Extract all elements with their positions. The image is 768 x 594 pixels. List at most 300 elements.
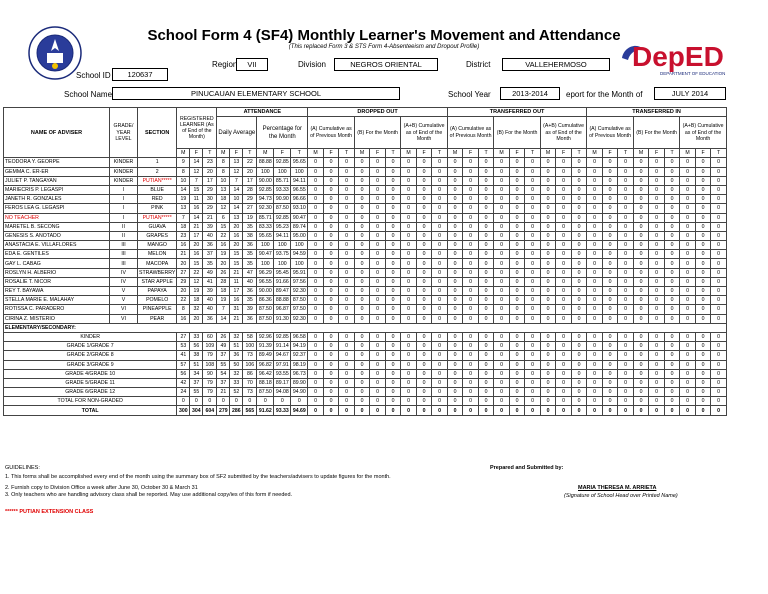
movement-cell: 0 — [385, 296, 401, 305]
movement-cell: 0 — [587, 195, 603, 204]
grade-level: II — [110, 222, 138, 231]
movement-cell: 0 — [618, 250, 634, 259]
data-cell: 8 — [177, 167, 190, 176]
movement-cell: 0 — [587, 287, 603, 296]
data-cell: 17 — [230, 287, 243, 296]
movement-cell: 0 — [587, 378, 603, 387]
summary-cell: 33 — [190, 332, 203, 341]
movement-cell: 0 — [370, 406, 386, 415]
movement-cell: 0 — [323, 397, 339, 406]
movement-cell: 0 — [664, 406, 680, 415]
data-cell: 100 — [291, 241, 308, 250]
movement-cell: 0 — [432, 378, 448, 387]
movement-cell: 0 — [695, 296, 711, 305]
col-t-header: T — [339, 149, 355, 158]
data-cell: 95.91 — [291, 268, 308, 277]
movement-cell: 0 — [308, 342, 324, 351]
data-cell: 16 — [230, 231, 243, 240]
movement-cell: 0 — [711, 268, 727, 277]
movement-cell: 0 — [664, 167, 680, 176]
section-name: BLUE — [138, 185, 177, 194]
movement-cell: 0 — [509, 204, 525, 213]
movement-cell: 0 — [509, 388, 525, 397]
movement-cell: 0 — [587, 268, 603, 277]
movement-cell: 0 — [447, 378, 463, 387]
movement-cell: 0 — [308, 250, 324, 259]
movement-cell: 0 — [432, 332, 448, 341]
movement-cell: 0 — [556, 305, 572, 314]
movement-cell: 0 — [354, 305, 370, 314]
movement-cell: 0 — [556, 332, 572, 341]
movement-cell: 0 — [401, 305, 417, 314]
movement-cell: 0 — [525, 369, 541, 378]
movement-cell: 0 — [571, 277, 587, 286]
movement-cell: 0 — [602, 314, 618, 323]
movement-cell: 0 — [711, 241, 727, 250]
movement-cell: 0 — [370, 332, 386, 341]
movement-cell: 0 — [385, 369, 401, 378]
movement-cell: 0 — [649, 268, 665, 277]
data-cell: 100 — [291, 259, 308, 268]
movement-cell: 0 — [633, 241, 649, 250]
section-name: RED — [138, 195, 177, 204]
movement-cell: 0 — [540, 222, 556, 231]
movement-cell: 0 — [416, 176, 432, 185]
table-row — [4, 185, 727, 194]
summary-cell: 0 — [203, 397, 217, 406]
movement-cell: 0 — [556, 231, 572, 240]
movement-cell: 0 — [416, 277, 432, 286]
movement-cell: 0 — [618, 342, 634, 351]
data-cell: 23 — [203, 158, 217, 167]
col-grade-level: GRADE/ YEAR LEVEL — [110, 108, 138, 158]
movement-cell: 0 — [308, 378, 324, 387]
movement-cell: 0 — [385, 277, 401, 286]
movement-cell: 0 — [602, 342, 618, 351]
movement-cell: 0 — [339, 314, 355, 323]
movement-cell: 0 — [339, 250, 355, 259]
movement-cell: 0 — [354, 314, 370, 323]
col-m-header: M — [633, 149, 649, 158]
movement-cell: 0 — [618, 259, 634, 268]
movement-cell: 0 — [478, 287, 494, 296]
movement-cell: 0 — [618, 314, 634, 323]
data-cell: 85.71 — [257, 213, 274, 222]
movement-cell: 0 — [633, 378, 649, 387]
movement-cell: 0 — [602, 305, 618, 314]
movement-cell: 0 — [695, 195, 711, 204]
movement-cell: 0 — [525, 231, 541, 240]
movement-cell: 0 — [711, 259, 727, 268]
movement-cell: 0 — [680, 204, 696, 213]
data-cell: 12 — [230, 167, 243, 176]
summary-cell: 37 — [217, 378, 230, 387]
data-cell: 95.45 — [274, 268, 291, 277]
movement-cell: 0 — [401, 241, 417, 250]
data-cell: 8 — [217, 158, 230, 167]
col-t-header: T — [711, 149, 727, 158]
movement-cell: 0 — [695, 222, 711, 231]
data-cell: 16 — [217, 241, 230, 250]
movement-cell: 0 — [416, 287, 432, 296]
movement-cell: 0 — [509, 222, 525, 231]
movement-cell: 0 — [385, 204, 401, 213]
data-cell: 92.85 — [274, 158, 291, 167]
movement-cell: 0 — [711, 397, 727, 406]
movement-cell: 0 — [633, 332, 649, 341]
summary-cell: 0 — [230, 397, 243, 406]
movement-cell: 0 — [416, 204, 432, 213]
movement-cell: 0 — [556, 250, 572, 259]
data-cell: 86.36 — [257, 296, 274, 305]
movement-cell: 0 — [649, 351, 665, 360]
form-title: School Form 4 (SF4) Monthly Learner's Movement and Attendance — [147, 27, 621, 44]
movement-cell: 0 — [432, 360, 448, 369]
movement-cell: 0 — [308, 185, 324, 194]
summary-cell: 36 — [230, 351, 243, 360]
summary-cell: 79 — [203, 378, 217, 387]
movement-cell: 0 — [354, 277, 370, 286]
school-year-label: School Year — [448, 90, 491, 99]
report-month-field[interactable]: JULY 2014 — [654, 87, 726, 100]
movement-cell: 0 — [354, 296, 370, 305]
movement-cell: 0 — [509, 213, 525, 222]
movement-cell: 0 — [587, 222, 603, 231]
col-tout-b: (B) For the Month — [494, 117, 541, 149]
movement-cell: 0 — [432, 342, 448, 351]
movement-cell: 0 — [416, 406, 432, 415]
movement-cell: 0 — [571, 296, 587, 305]
movement-cell: 0 — [339, 241, 355, 250]
movement-cell: 0 — [525, 378, 541, 387]
adviser-name: ANASTACIA E. VILLAFLORES — [4, 241, 110, 250]
movement-cell: 0 — [540, 397, 556, 406]
movement-cell: 0 — [370, 250, 386, 259]
movement-cell: 0 — [463, 351, 479, 360]
movement-cell: 0 — [525, 176, 541, 185]
movement-cell: 0 — [416, 378, 432, 387]
movement-cell: 0 — [680, 268, 696, 277]
summary-cell: 41 — [177, 351, 190, 360]
summary-cell: 300 — [177, 406, 190, 415]
movement-cell: 0 — [432, 222, 448, 231]
movement-cell: 0 — [494, 397, 510, 406]
adviser-name: EDA E. GENTILES — [4, 250, 110, 259]
grade-level: III — [110, 259, 138, 268]
data-cell: 26 — [217, 268, 230, 277]
movement-cell: 0 — [571, 406, 587, 415]
movement-cell: 0 — [649, 176, 665, 185]
col-dropped-ab: (A+B) Cumulative as of End of the Month — [401, 117, 448, 149]
movement-cell: 0 — [618, 332, 634, 341]
movement-cell: 0 — [370, 296, 386, 305]
movement-cell: 0 — [463, 250, 479, 259]
data-cell: 39 — [243, 305, 257, 314]
movement-cell: 0 — [556, 378, 572, 387]
summary-row — [4, 378, 727, 387]
movement-cell: 0 — [680, 222, 696, 231]
movement-cell: 0 — [385, 332, 401, 341]
movement-cell: 0 — [664, 241, 680, 250]
movement-cell: 0 — [602, 369, 618, 378]
movement-cell: 0 — [556, 241, 572, 250]
summary-cell: 94.90 — [291, 388, 308, 397]
movement-cell: 0 — [478, 167, 494, 176]
movement-cell: 0 — [308, 167, 324, 176]
guideline-2: 2. Furnish copy to Division Office a week after June 30, October 30 & March 31 — [5, 485, 198, 491]
movement-cell: 0 — [649, 213, 665, 222]
signatory-name: MARIA THERESA M. ARRIETA — [578, 485, 657, 491]
col-daily-average: Daily Average — [217, 117, 257, 149]
movement-cell: 0 — [370, 277, 386, 286]
data-cell: 95.23 — [274, 222, 291, 231]
movement-cell: 0 — [525, 167, 541, 176]
movement-cell: 0 — [370, 342, 386, 351]
summary-cell: 86 — [243, 369, 257, 378]
movement-cell: 0 — [323, 360, 339, 369]
movement-cell: 0 — [602, 167, 618, 176]
movement-cell: 0 — [401, 360, 417, 369]
data-cell: 95.00 — [291, 231, 308, 240]
movement-cell: 0 — [571, 222, 587, 231]
movement-cell: 0 — [633, 351, 649, 360]
movement-cell: 0 — [385, 314, 401, 323]
movement-cell: 0 — [525, 388, 541, 397]
movement-cell: 0 — [494, 277, 510, 286]
data-cell: 21 — [230, 314, 243, 323]
movement-cell: 0 — [618, 296, 634, 305]
data-cell: 35 — [243, 259, 257, 268]
movement-cell: 0 — [525, 332, 541, 341]
movement-cell: 0 — [323, 185, 339, 194]
movement-cell: 0 — [664, 287, 680, 296]
movement-cell: 0 — [602, 250, 618, 259]
data-cell: 22 — [190, 268, 203, 277]
movement-cell: 0 — [571, 241, 587, 250]
movement-cell: 0 — [463, 406, 479, 415]
movement-cell: 0 — [478, 342, 494, 351]
data-cell: 12 — [190, 167, 203, 176]
movement-cell: 0 — [633, 213, 649, 222]
summary-cell: 93.55 — [274, 369, 291, 378]
movement-cell: 0 — [354, 342, 370, 351]
movement-cell: 0 — [633, 360, 649, 369]
movement-cell: 0 — [401, 176, 417, 185]
movement-cell: 0 — [385, 241, 401, 250]
movement-cell: 0 — [587, 388, 603, 397]
movement-cell: 0 — [323, 176, 339, 185]
movement-cell: 0 — [695, 185, 711, 194]
data-cell: 100 — [274, 167, 291, 176]
school-id-field[interactable]: 120637 — [112, 68, 168, 81]
col-m-header: M — [447, 149, 463, 158]
col-m-header: M — [177, 149, 190, 158]
movement-cell: 0 — [571, 314, 587, 323]
movement-cell: 0 — [478, 296, 494, 305]
school-year-field[interactable]: 2013-2014 — [500, 87, 560, 100]
movement-cell: 0 — [416, 296, 432, 305]
movement-cell: 0 — [354, 167, 370, 176]
movement-cell: 0 — [618, 277, 634, 286]
movement-cell: 0 — [401, 287, 417, 296]
data-cell: 100 — [257, 241, 274, 250]
movement-cell: 0 — [370, 388, 386, 397]
movement-cell: 0 — [432, 176, 448, 185]
movement-cell: 0 — [354, 158, 370, 167]
movement-cell: 0 — [447, 406, 463, 415]
data-cell: 10 — [217, 176, 230, 185]
grade-level: V — [110, 287, 138, 296]
movement-cell: 0 — [463, 378, 479, 387]
movement-cell: 0 — [556, 369, 572, 378]
data-cell: 85.71 — [274, 176, 291, 185]
movement-cell: 0 — [695, 204, 711, 213]
movement-cell: 0 — [664, 305, 680, 314]
movement-cell: 0 — [478, 378, 494, 387]
movement-cell: 0 — [649, 369, 665, 378]
district-field[interactable]: VALLEHERMOSO — [502, 58, 610, 71]
movement-cell: 0 — [447, 296, 463, 305]
movement-cell: 0 — [618, 378, 634, 387]
region-field[interactable]: VII — [236, 58, 268, 71]
region-label: Region — [212, 60, 238, 69]
movement-cell: 0 — [354, 241, 370, 250]
movement-cell: 0 — [695, 287, 711, 296]
col-m-header: M — [494, 149, 510, 158]
data-cell: 15 — [190, 185, 203, 194]
summary-label: TOTAL — [4, 406, 177, 415]
movement-cell: 0 — [695, 241, 711, 250]
movement-cell: 0 — [323, 305, 339, 314]
division-field[interactable]: NEGROS ORIENTAL — [334, 58, 438, 71]
movement-cell: 0 — [478, 351, 494, 360]
table-row — [4, 268, 727, 277]
movement-cell: 0 — [370, 241, 386, 250]
movement-cell: 0 — [416, 369, 432, 378]
movement-cell: 0 — [385, 305, 401, 314]
summary-cell: 0 — [190, 397, 203, 406]
movement-cell: 0 — [416, 259, 432, 268]
data-cell: 91.66 — [274, 277, 291, 286]
data-cell: 11 — [190, 195, 203, 204]
movement-cell: 0 — [416, 167, 432, 176]
movement-cell: 0 — [308, 231, 324, 240]
movement-cell: 0 — [680, 231, 696, 240]
movement-cell: 0 — [525, 305, 541, 314]
movement-cell: 0 — [664, 231, 680, 240]
movement-cell: 0 — [649, 277, 665, 286]
data-cell: 36 — [243, 241, 257, 250]
movement-cell: 0 — [664, 314, 680, 323]
summary-cell: 94.08 — [274, 388, 291, 397]
movement-cell: 0 — [308, 314, 324, 323]
report-month-label: eport for the Month of — [566, 90, 643, 99]
movement-cell: 0 — [571, 388, 587, 397]
data-cell: 83.33 — [257, 222, 274, 231]
movement-cell: 0 — [447, 259, 463, 268]
adviser-name: CIRINA Z. MISTERIO — [4, 314, 110, 323]
data-cell: 96.87 — [274, 305, 291, 314]
movement-cell: 0 — [447, 268, 463, 277]
movement-cell: 0 — [556, 158, 572, 167]
data-cell: 19 — [243, 213, 257, 222]
section-name: MANGO — [138, 241, 177, 250]
movement-cell: 0 — [680, 406, 696, 415]
movement-cell: 0 — [664, 296, 680, 305]
movement-cell: 0 — [571, 195, 587, 204]
summary-cell: 73 — [243, 351, 257, 360]
section-name: 2 — [138, 167, 177, 176]
movement-cell: 0 — [323, 351, 339, 360]
data-cell: 88.88 — [257, 158, 274, 167]
col-m-header: M — [217, 149, 230, 158]
movement-cell: 0 — [711, 250, 727, 259]
movement-cell: 0 — [308, 204, 324, 213]
movement-cell: 0 — [509, 195, 525, 204]
data-cell: 13 — [230, 213, 243, 222]
movement-cell: 0 — [401, 222, 417, 231]
movement-cell: 0 — [711, 369, 727, 378]
col-f-header: F — [695, 149, 711, 158]
movement-cell: 0 — [649, 222, 665, 231]
movement-cell: 0 — [447, 305, 463, 314]
movement-cell: 0 — [478, 268, 494, 277]
movement-cell: 0 — [447, 287, 463, 296]
movement-cell: 0 — [447, 332, 463, 341]
movement-cell: 0 — [401, 296, 417, 305]
movement-cell: 0 — [494, 378, 510, 387]
movement-cell: 0 — [432, 351, 448, 360]
col-tout-ab: (A+B) Cumulative as of End of the Month — [540, 117, 587, 149]
school-name-field[interactable]: PINUCAUAN ELEMENTARY SCHOOL — [112, 87, 400, 100]
movement-cell: 0 — [370, 222, 386, 231]
movement-cell: 0 — [633, 314, 649, 323]
col-f-header: F — [556, 149, 572, 158]
movement-cell: 0 — [525, 158, 541, 167]
summary-cell: 32 — [230, 332, 243, 341]
movement-cell: 0 — [587, 397, 603, 406]
movement-cell: 0 — [664, 158, 680, 167]
data-cell: 21 — [177, 250, 190, 259]
summary-cell: 92.85 — [274, 332, 291, 341]
summary-cell: 0 — [177, 397, 190, 406]
movement-cell: 0 — [447, 388, 463, 397]
movement-cell: 0 — [494, 351, 510, 360]
movement-cell: 0 — [416, 195, 432, 204]
movement-cell: 0 — [447, 241, 463, 250]
movement-cell: 0 — [556, 406, 572, 415]
movement-cell: 0 — [509, 296, 525, 305]
form-subtitle: (This replaced Form 3 & STS Form 4-Absenteeism and Dropout Profile) — [288, 44, 480, 50]
data-cell: 29 — [203, 185, 217, 194]
movement-cell: 0 — [571, 351, 587, 360]
movement-cell: 0 — [494, 158, 510, 167]
movement-cell: 0 — [711, 314, 727, 323]
adviser-name: MARIECRIS P. LEGASPI — [4, 185, 110, 194]
movement-cell: 0 — [447, 213, 463, 222]
data-cell: 18 — [190, 296, 203, 305]
movement-cell: 0 — [494, 360, 510, 369]
movement-cell: 0 — [509, 287, 525, 296]
movement-cell: 0 — [509, 378, 525, 387]
movement-cell: 0 — [432, 185, 448, 194]
movement-cell: 0 — [571, 397, 587, 406]
movement-cell: 0 — [695, 332, 711, 341]
grade-level: VI — [110, 305, 138, 314]
movement-cell: 0 — [370, 158, 386, 167]
movement-cell: 0 — [494, 314, 510, 323]
movement-cell: 0 — [463, 305, 479, 314]
